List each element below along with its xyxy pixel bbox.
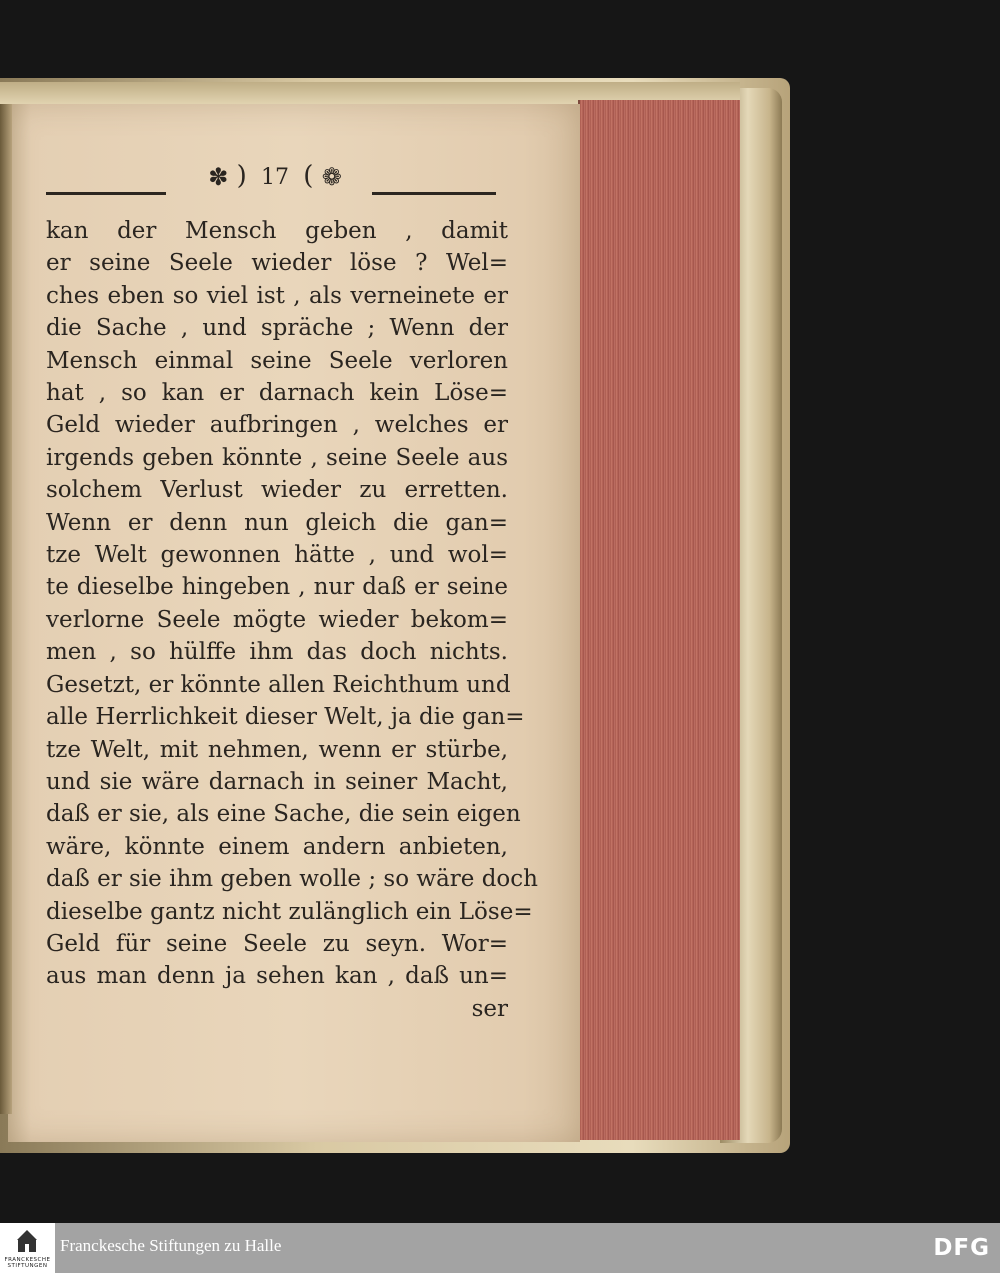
text-line: Mensch einmal seine Seele verloren [46, 347, 508, 374]
text-line: solchem Verlust wieder zu erretten. [46, 477, 508, 504]
text-line: ches eben so viel ist , als verneinete er [46, 282, 508, 309]
body-text [46, 215, 538, 1025]
dfg-logo: DFG [933, 1235, 990, 1261]
text-line: wäre, könnte einem andern anbieten, [46, 833, 508, 860]
text-line: Gesetzt, er könnte allen Reichthum und [46, 671, 511, 698]
page-header [45, 158, 505, 198]
header-left-bracket: ) [236, 161, 247, 191]
text-line: alle Herrlichkeit dieser Welt, ja die gan= [46, 704, 525, 731]
text-line: tze Welt gewonnen hätte , und wol= [46, 542, 508, 569]
text-line: hat , so kan er darnach kein Löse= [46, 380, 508, 407]
ornament-rosette-icon: ❁ [321, 163, 342, 191]
text-line: verlorne Seele mögte wieder bekom= [46, 606, 508, 633]
institution-name: Franckesche Stiftungen zu Halle [60, 1236, 282, 1255]
text-line: kan der Mensch geben , damit [46, 218, 508, 244]
text-line: und sie wäre darnach in seiner Macht, [46, 768, 508, 795]
text-line: die Sache , und spräche ; Wenn der [46, 315, 508, 342]
text-line: men , so hülffe ihm das doch nichts. [46, 639, 508, 666]
logo-text: FRANCKESCHE STIFTUNGEN [4, 1257, 51, 1269]
catchword: ser [471, 995, 508, 1022]
text-line: Wenn er denn nun gleich die gan= [46, 509, 508, 536]
institution-logo [0, 1223, 55, 1273]
page-gutter [0, 104, 12, 1114]
text-line: daß er sie, als eine Sache, die sein eigen [46, 801, 521, 828]
text-line: Geld für seine Seele zu seyn. Wor= [46, 930, 508, 957]
text-line: daß er sie ihm geben wolle ; so wäre doch [46, 866, 538, 893]
text-line: irgends geben könnte , seine Seele aus [46, 444, 508, 471]
footer-bar [0, 1223, 1000, 1273]
orphanage-building-icon [16, 1228, 38, 1254]
red-page-edges [578, 100, 740, 1140]
text-line: Geld wieder aufbringen , welches er [46, 412, 508, 439]
text-line: aus man denn ja sehen kan , daß un= [46, 963, 508, 990]
text-line: er seine Seele wieder löse ? Wel= [46, 250, 508, 277]
text-line: tze Welt, mit nehmen, wenn er stürbe, [46, 736, 508, 763]
header-right-bracket: ( [303, 161, 314, 191]
page-number: 17 [261, 165, 289, 190]
text-line: dieselbe gantz nicht zulänglich ein Löse= [46, 898, 533, 925]
ornament-flower-icon: ✽ [208, 163, 229, 191]
text-line: te dieselbe hingeben , nur daß er seine [46, 574, 508, 601]
